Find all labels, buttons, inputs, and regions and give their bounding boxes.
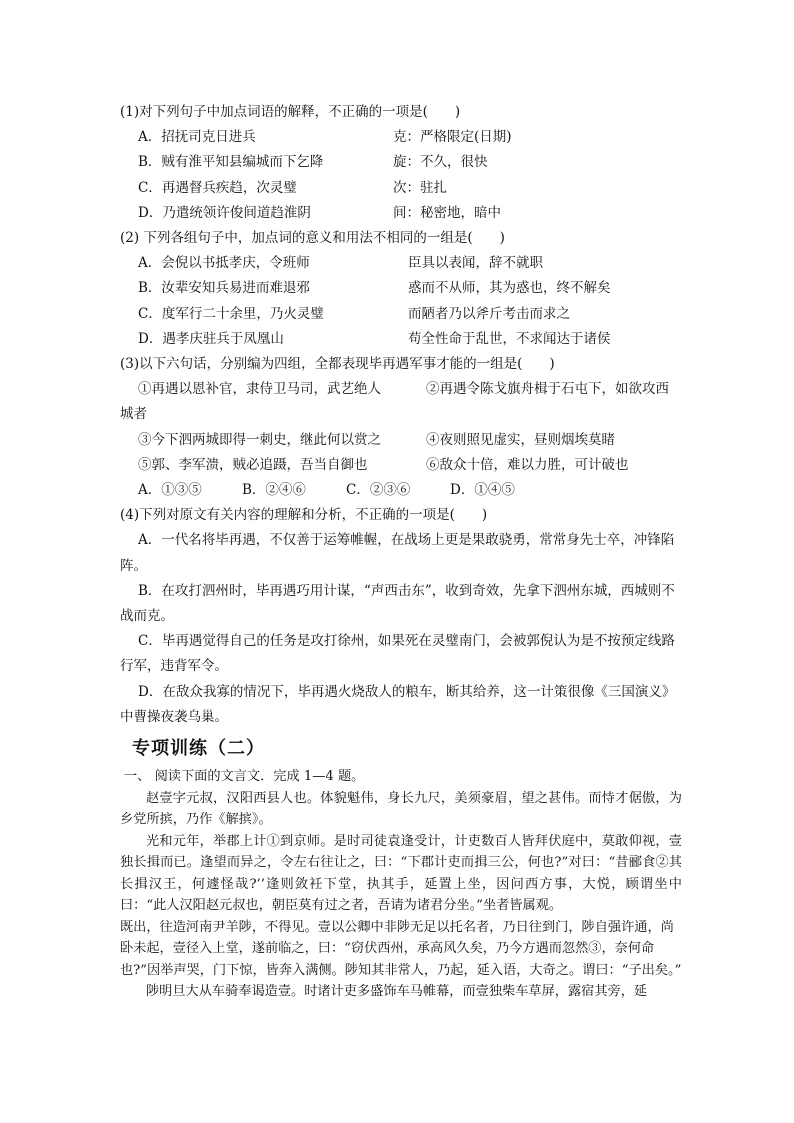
passage-paragraph-2: 光和元年，举郡上计①到京师。是时司徒袁逢受计，计吏数百人皆拜伏庭中，莫敢仰视，壹独长揖而已。逢望而异之，令左右往让之，曰：“下郡计吏而揖三公，何也?”对曰：“昔郦食②其长揖汉王，何遽怪哉?’’逢则敛衽下堂，执其手，延置上坐，因问西方事，大悦，顾谓坐中曰：“此人汉阳赵元叔也，朝臣莫有过之者，吾请为诸君分坐。”坐者皆属观。 xyxy=(120,833,682,914)
q2-option-c xyxy=(120,302,682,327)
q2-option-c-right: 而陋者乃以斧斤考击而求之 xyxy=(408,305,570,322)
q3-choice-a: A．①③⑤ xyxy=(138,482,202,499)
q1-option-a-gloss: 克：严格限定(日期) xyxy=(393,129,512,146)
q4-option-b: B．在攻打泗州时，毕再遇巧用计谋，“声西击东”，收到奇效，先拿下泗州东城，西城则不战而克。 xyxy=(120,582,675,625)
passage-paragraph-3: 既出，往造河南尹羊陟，不得见。壹以公卿中非陟无足以托名者，乃日往到门，陟自强许通，尚卧未起，壹径入上堂，遂前临之，曰：“窃伏西州，承高风久矣，乃今方遇而忽然③，奈何命也?”因举声哭，门下惊，皆奔入满侧。陟知其非常人，乃起，延入语，大奇之。谓曰：“子出矣。” xyxy=(120,919,682,978)
q2-option-a-left: A．会倪以书抵孝庆，令班师 xyxy=(138,255,310,272)
q3-item-5: ⑤郭、李军溃，贼必追蹑，吾当自御也 xyxy=(138,456,368,473)
q3-choices xyxy=(120,478,682,503)
q1-option-a-sentence: A．招抚司克日进兵 xyxy=(138,129,256,146)
q2-option-d xyxy=(120,327,682,352)
q3-item-3: ③今下泗两城即得一刺史，继此何以赏之 xyxy=(138,431,381,448)
q3-row-1 xyxy=(120,377,682,402)
q1-option-a xyxy=(120,125,682,150)
q2-option-c-left: C．度军行二十余里，乃火灵璧 xyxy=(138,305,324,322)
q3-choice-d: D．①④⑤ xyxy=(450,482,515,499)
q2-option-a xyxy=(120,251,682,276)
q1-option-b-sentence: B．贼有淮平知县编城而下乞降 xyxy=(138,154,324,171)
q1-option-d-sentence: D．乃遣统领许俊间道趋淮阴 xyxy=(138,204,311,221)
passage-instruction: 一、 阅读下面的文言文．完成 1—4 题。 xyxy=(124,769,365,785)
q3-choice-b: B．②④⑥ xyxy=(242,482,306,499)
q1-option-c-sentence: C．再遇督兵疾趋，次灵璧 xyxy=(138,179,297,196)
q4-option-d: D．在敌众我寡的情况下，毕再遇火烧敌人的粮车，断其给养，这一计策很像《三国演义》中曹操夜袭乌巢。 xyxy=(120,683,676,725)
q3-item-4: ④夜则照见虚实，昼则烟埃莫睹 xyxy=(426,431,615,448)
q3-item-1: ①再遇以恩补官，隶侍卫马司，武艺绝人 xyxy=(138,381,381,398)
q1-option-d xyxy=(120,201,682,226)
q3-item-2-continued: 城者 xyxy=(120,406,147,423)
q1-option-c xyxy=(120,176,682,201)
q4-option-a: A．一代名将毕再遇，不仅善于运筹帷幄，在战场上更是果敢骁勇，常常身先士卒，冲锋陷阵。 xyxy=(120,532,675,574)
q3-choice-c: C．②③⑥ xyxy=(346,482,411,499)
passage-paragraph-1: 赵壹字元叔，汉阳西县人也。体貌魁伟，身长九尺，美须豪眉，望之甚伟。而恃才倨傲，为乡党所摈，乃作《解摈》。 xyxy=(120,790,682,828)
q2-option-b-left: B．汝辈安知兵易进而难退邪 xyxy=(138,280,310,297)
question-4-stem: (4)下列对原文有关内容的理解和分析，不正确的一项是( ) xyxy=(120,507,488,524)
q2-option-d-left: D．遇孝庆驻兵于凤凰山 xyxy=(138,330,284,347)
section-title: 专项训练（二） xyxy=(132,738,265,760)
q1-option-c-gloss: 次：驻扎 xyxy=(393,179,447,196)
q1-option-b-gloss: 旋：不久，很快 xyxy=(393,154,488,171)
question-1-stem: (1)对下列句子中加点词语的解释，不正确的一项是( ) xyxy=(120,104,461,120)
q2-option-b xyxy=(120,276,682,301)
reading-passage xyxy=(120,766,682,1003)
q1-option-b xyxy=(120,150,682,175)
q2-option-b-right: 惑而不从师，其为惑也，终不解矣 xyxy=(408,280,611,297)
passage-paragraph-4: 陟明旦大从车骑奉谒造壹。时诸计吏多盛饰车马帷幕，而壹独柴车草屏，露宿其旁，延 xyxy=(146,984,648,1000)
q3-item-6: ⑥敌众十倍，难以力胜，可计破也 xyxy=(426,456,629,473)
question-2-stem: (2) 下列各组句子中，加点词的意义和用法不相同的一组是( ) xyxy=(120,230,505,247)
q2-option-a-right: 臣具以表闻，辞不就职 xyxy=(408,255,543,272)
q3-item-2: ②再遇令陈戈旗舟楫于石屯下，如欲攻西 xyxy=(426,381,669,398)
q4-option-c: C．毕再遇觉得自己的任务是攻打徐州，如果死在灵璧南门，会被郭倪认为是不按预定线路行军，违背军令。 xyxy=(120,633,675,675)
question-3-stem: (3)以下六句话，分别编为四组，全都表现毕再遇军事才能的一组是( ) xyxy=(120,356,555,373)
document-body xyxy=(120,100,682,1003)
q2-option-d-right: 苟全性命于乱世，不求闻达于诸侯 xyxy=(408,330,611,347)
q3-row-2 xyxy=(120,428,682,453)
q1-option-d-gloss: 间：秘密地，暗中 xyxy=(393,204,501,221)
q3-row-3 xyxy=(120,453,682,478)
